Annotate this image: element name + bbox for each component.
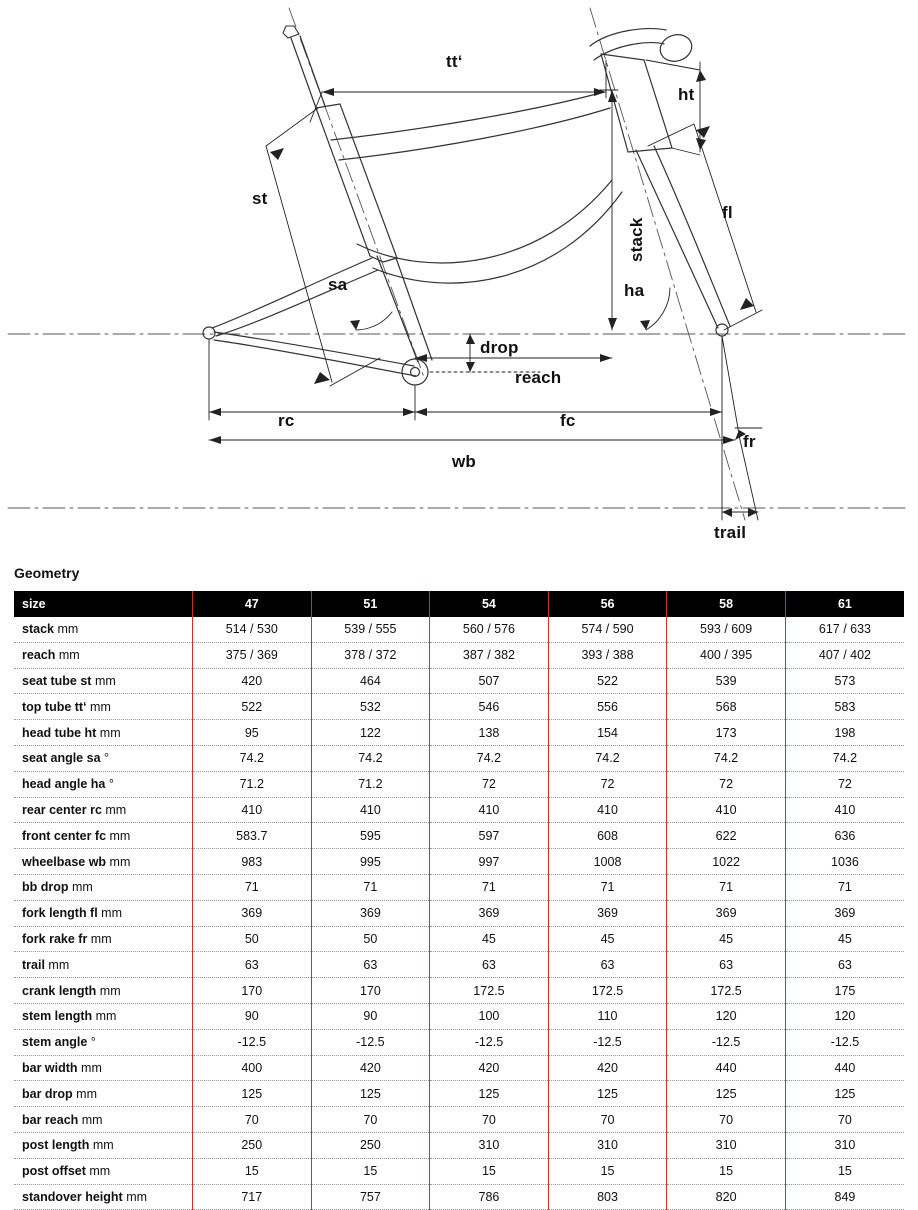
row-label-unit: mm (91, 673, 116, 688)
row-label (14, 1055, 193, 1081)
row-label-text: bar drop (22, 1086, 73, 1101)
table-cell: 369 (193, 900, 312, 926)
table-cell: 70 (430, 1107, 549, 1133)
table-cell: 72 (785, 771, 904, 797)
table-cell: 198 (785, 720, 904, 746)
row-label (14, 874, 193, 900)
table-cell: 74.2 (548, 745, 667, 771)
table-cell: 369 (548, 900, 667, 926)
table-row (14, 849, 904, 875)
row-label-text: trail (22, 957, 45, 972)
table-cell: 72 (548, 771, 667, 797)
row-label (14, 1184, 193, 1210)
table-cell: 375 / 369 (193, 642, 312, 668)
table-cell: 369 (430, 900, 549, 926)
table-cell: 407 / 402 (785, 642, 904, 668)
table-cell: 74.2 (311, 745, 430, 771)
row-label-unit: mm (68, 880, 93, 895)
row-label (14, 617, 193, 642)
table-cell: 15 (548, 1158, 667, 1184)
table-cell: 45 (667, 926, 786, 952)
row-label-text: post offset (22, 1164, 86, 1179)
table-row (14, 900, 904, 926)
table-cell: 15 (667, 1158, 786, 1184)
table-cell: 15 (311, 1158, 430, 1184)
table-cell: 63 (667, 952, 786, 978)
row-label-text: post length (22, 1138, 90, 1153)
table-cell: 310 (667, 1132, 786, 1158)
table-row (14, 1158, 904, 1184)
row-label (14, 978, 193, 1004)
table-cell: 71.2 (311, 771, 430, 797)
table-cell: 420 (548, 1055, 667, 1081)
row-label (14, 1003, 193, 1029)
table-cell: 71 (548, 874, 667, 900)
row-label-unit: mm (86, 699, 111, 714)
table-cell: 50 (193, 926, 312, 952)
table-cell: 757 (311, 1184, 430, 1210)
table-cell: 90 (193, 1003, 312, 1029)
table-cell: 100 (430, 1003, 549, 1029)
table-cell: 369 (667, 900, 786, 926)
row-label-unit: mm (101, 802, 127, 817)
table-row (14, 823, 904, 849)
row-label-unit: mm (89, 1138, 114, 1153)
geometry-title: Geometry (14, 565, 80, 581)
row-label-unit: mm (122, 1189, 148, 1204)
row-label-text: bar reach (22, 1112, 79, 1127)
row-label (14, 1107, 193, 1133)
row-label-unit: mm (53, 622, 79, 637)
column-header-size-56: 56 (548, 591, 667, 617)
table-cell: 786 (430, 1184, 549, 1210)
row-label-text: seat angle sa (22, 751, 101, 766)
table-cell: 574 / 590 (548, 617, 667, 642)
table-cell: -12.5 (667, 1029, 786, 1055)
table-cell: 420 (430, 1055, 549, 1081)
table-cell: 593 / 609 (667, 617, 786, 642)
row-label-text: seat tube st (22, 673, 92, 688)
table-cell: 45 (430, 926, 549, 952)
table-row (14, 1132, 904, 1158)
table-cell: 70 (667, 1107, 786, 1133)
table-cell: 63 (193, 952, 312, 978)
table-cell: 539 (667, 668, 786, 694)
label-stack: stack (627, 217, 646, 262)
row-label-text: fork rake fr (22, 931, 88, 946)
row-label-text: rear center rc (22, 802, 102, 817)
table-row (14, 1107, 904, 1133)
row-label-text: bar width (22, 1060, 78, 1075)
table-cell: 63 (548, 952, 667, 978)
table-cell: 71 (193, 874, 312, 900)
table-cell: 71.2 (193, 771, 312, 797)
label-fork-rake: fr (743, 432, 756, 451)
table-cell: 539 / 555 (311, 617, 430, 642)
table-cell: 532 (311, 694, 430, 720)
table-cell: 310 (548, 1132, 667, 1158)
table-cell: 803 (548, 1184, 667, 1210)
table-row (14, 1055, 904, 1081)
table-cell: 849 (785, 1184, 904, 1210)
table-row (14, 874, 904, 900)
row-label (14, 745, 193, 771)
row-label-unit: mm (87, 931, 112, 946)
table-cell: 45 (785, 926, 904, 952)
table-cell: 63 (785, 952, 904, 978)
label-seat-tube: st (252, 189, 268, 208)
table-cell: 175 (785, 978, 904, 1004)
row-label-text: stem length (22, 1009, 93, 1024)
table-cell: 172.5 (548, 978, 667, 1004)
label-head-tube: ht (678, 85, 695, 104)
row-label (14, 1029, 193, 1055)
row-label-unit: mm (85, 1164, 111, 1179)
row-label-text: head angle ha (22, 777, 106, 792)
table-cell: 410 (667, 797, 786, 823)
table-cell: 717 (193, 1184, 312, 1210)
table-cell: 608 (548, 823, 667, 849)
table-cell: 154 (548, 720, 667, 746)
row-label-text: reach (22, 648, 56, 663)
row-label (14, 720, 193, 746)
table-cell: 138 (430, 720, 549, 746)
table-cell: 393 / 388 (548, 642, 667, 668)
row-label-text: fork length fl (22, 906, 98, 921)
table-cell: 410 (548, 797, 667, 823)
column-header-size-61: 61 (785, 591, 904, 617)
table-cell: -12.5 (311, 1029, 430, 1055)
table-cell: 546 (430, 694, 549, 720)
table-cell: 120 (667, 1003, 786, 1029)
table-cell: 70 (548, 1107, 667, 1133)
table-cell: 125 (785, 1081, 904, 1107)
table-cell: 995 (311, 849, 430, 875)
table-cell: 997 (430, 849, 549, 875)
table-cell: 15 (193, 1158, 312, 1184)
table-row (14, 1029, 904, 1055)
table-cell: 573 (785, 668, 904, 694)
row-label-text: standover height (22, 1189, 123, 1204)
row-label-unit: mm (92, 1009, 117, 1024)
row-label (14, 771, 193, 797)
table-cell: 440 (667, 1055, 786, 1081)
table-row (14, 1081, 904, 1107)
table-cell: 15 (785, 1158, 904, 1184)
table-cell: -12.5 (193, 1029, 312, 1055)
table-cell: 1022 (667, 849, 786, 875)
table-cell: 636 (785, 823, 904, 849)
row-label-text: stack (22, 622, 54, 637)
table-cell: 71 (311, 874, 430, 900)
row-label (14, 1081, 193, 1107)
table-row (14, 668, 904, 694)
table-cell: 387 / 382 (430, 642, 549, 668)
table-cell: 74.2 (667, 745, 786, 771)
table-cell: 125 (311, 1081, 430, 1107)
label-top-tube: tt‘ (446, 52, 463, 71)
table-cell: 50 (311, 926, 430, 952)
table-cell: 63 (430, 952, 549, 978)
table-cell: 95 (193, 720, 312, 746)
table-cell: 310 (785, 1132, 904, 1158)
label-trail: trail (714, 523, 747, 542)
row-label (14, 823, 193, 849)
column-header-size-54: 54 (430, 591, 549, 617)
row-label-unit: mm (106, 854, 131, 869)
table-cell: -12.5 (430, 1029, 549, 1055)
table-row (14, 745, 904, 771)
row-label-unit: ° (100, 751, 109, 766)
table-cell: 568 (667, 694, 786, 720)
row-label (14, 1132, 193, 1158)
table-cell: 1036 (785, 849, 904, 875)
table-cell: 522 (548, 668, 667, 694)
row-label (14, 668, 193, 694)
table-cell: 120 (785, 1003, 904, 1029)
row-label (14, 1158, 193, 1184)
column-header-size: size (14, 591, 193, 617)
row-label-unit: mm (72, 1086, 98, 1101)
row-label-unit: ° (87, 1035, 96, 1050)
table-cell: 410 (311, 797, 430, 823)
column-header-size-51: 51 (311, 591, 430, 617)
label-fork-length: fl (722, 203, 733, 222)
table-row (14, 1003, 904, 1029)
table-cell: 72 (430, 771, 549, 797)
table-cell: 556 (548, 694, 667, 720)
table-cell: -12.5 (548, 1029, 667, 1055)
label-front-center: fc (560, 411, 576, 430)
table-row (14, 617, 904, 642)
table-cell: 173 (667, 720, 786, 746)
table-header-row (14, 591, 904, 617)
row-label-unit: mm (44, 957, 70, 972)
table-cell: 420 (193, 668, 312, 694)
row-label-text: top tube tt‘ (22, 699, 87, 714)
table-cell: 597 (430, 823, 549, 849)
table-cell: 514 / 530 (193, 617, 312, 642)
table-cell: 250 (193, 1132, 312, 1158)
geometry-table-body (14, 617, 904, 1210)
row-label-unit: mm (77, 1060, 102, 1075)
row-label (14, 952, 193, 978)
table-cell: 522 (193, 694, 312, 720)
table-cell: 110 (548, 1003, 667, 1029)
label-wheelbase: wb (452, 452, 477, 471)
table-row (14, 797, 904, 823)
table-cell: 369 (785, 900, 904, 926)
table-cell: 72 (667, 771, 786, 797)
table-row (14, 694, 904, 720)
table-cell: 125 (667, 1081, 786, 1107)
table-cell: 122 (311, 720, 430, 746)
table-cell: 170 (311, 978, 430, 1004)
table-cell: 70 (785, 1107, 904, 1133)
table-cell: 172.5 (667, 978, 786, 1004)
row-label-unit: mm (96, 725, 121, 740)
row-label-text: head tube ht (22, 725, 97, 740)
table-cell: 74.2 (430, 745, 549, 771)
table-row (14, 978, 904, 1004)
table-row (14, 952, 904, 978)
label-seat-angle: sa (328, 275, 348, 294)
table-cell: 74.2 (193, 745, 312, 771)
table-cell: 125 (548, 1081, 667, 1107)
geometry-table (14, 591, 904, 1210)
frame-drawing (0, 0, 918, 560)
table-row (14, 771, 904, 797)
table-cell: 310 (430, 1132, 549, 1158)
row-label-text: bb drop (22, 880, 69, 895)
table-cell: 125 (193, 1081, 312, 1107)
table-cell: 369 (311, 900, 430, 926)
row-label (14, 849, 193, 875)
table-cell: 70 (193, 1107, 312, 1133)
table-cell: 400 (193, 1055, 312, 1081)
label-bb-drop: drop (480, 338, 519, 357)
table-cell: 250 (311, 1132, 430, 1158)
table-cell: 125 (430, 1081, 549, 1107)
row-label (14, 900, 193, 926)
table-cell: 420 (311, 1055, 430, 1081)
table-cell: 410 (430, 797, 549, 823)
row-label-text: front center fc (22, 828, 107, 843)
table-cell: 90 (311, 1003, 430, 1029)
table-cell: 400 / 395 (667, 642, 786, 668)
geometry-table-head (14, 591, 904, 617)
frame-geometry-diagram (0, 0, 918, 560)
table-cell: 71 (430, 874, 549, 900)
table-cell: 71 (667, 874, 786, 900)
table-row (14, 1184, 904, 1210)
row-label-unit: ° (105, 777, 114, 792)
table-cell: 170 (193, 978, 312, 1004)
table-cell: 63 (311, 952, 430, 978)
table-cell: -12.5 (785, 1029, 904, 1055)
table-cell: 71 (785, 874, 904, 900)
row-label-unit: mm (78, 1112, 103, 1127)
table-cell: 440 (785, 1055, 904, 1081)
table-cell: 70 (311, 1107, 430, 1133)
table-cell: 410 (785, 797, 904, 823)
row-label (14, 642, 193, 668)
row-label (14, 694, 193, 720)
column-header-size-47: 47 (193, 591, 312, 617)
table-cell: 410 (193, 797, 312, 823)
row-label-text: wheelbase wb (22, 854, 107, 869)
column-header-size-58: 58 (667, 591, 786, 617)
table-cell: 583 (785, 694, 904, 720)
table-cell: 983 (193, 849, 312, 875)
row-label-unit: mm (96, 983, 121, 998)
row-label-unit: mm (55, 648, 80, 663)
table-cell: 820 (667, 1184, 786, 1210)
table-cell: 1008 (548, 849, 667, 875)
table-cell: 595 (311, 823, 430, 849)
table-cell: 45 (548, 926, 667, 952)
row-label (14, 926, 193, 952)
label-head-angle: ha (624, 281, 645, 300)
table-cell: 560 / 576 (430, 617, 549, 642)
geometry-section (0, 565, 918, 1210)
row-label-unit: mm (97, 906, 123, 921)
table-row (14, 926, 904, 952)
table-row (14, 642, 904, 668)
table-cell: 172.5 (430, 978, 549, 1004)
table-cell: 378 / 372 (311, 642, 430, 668)
row-label-unit: mm (106, 828, 131, 843)
table-cell: 15 (430, 1158, 549, 1184)
label-reach: reach (515, 368, 562, 387)
row-label-text: crank length (22, 983, 97, 998)
table-row (14, 720, 904, 746)
table-cell: 464 (311, 668, 430, 694)
label-rear-center: rc (278, 411, 295, 430)
row-label (14, 797, 193, 823)
table-cell: 617 / 633 (785, 617, 904, 642)
table-cell: 583.7 (193, 823, 312, 849)
row-label-text: stem angle (22, 1035, 88, 1050)
table-cell: 74.2 (785, 745, 904, 771)
table-cell: 622 (667, 823, 786, 849)
table-cell: 507 (430, 668, 549, 694)
